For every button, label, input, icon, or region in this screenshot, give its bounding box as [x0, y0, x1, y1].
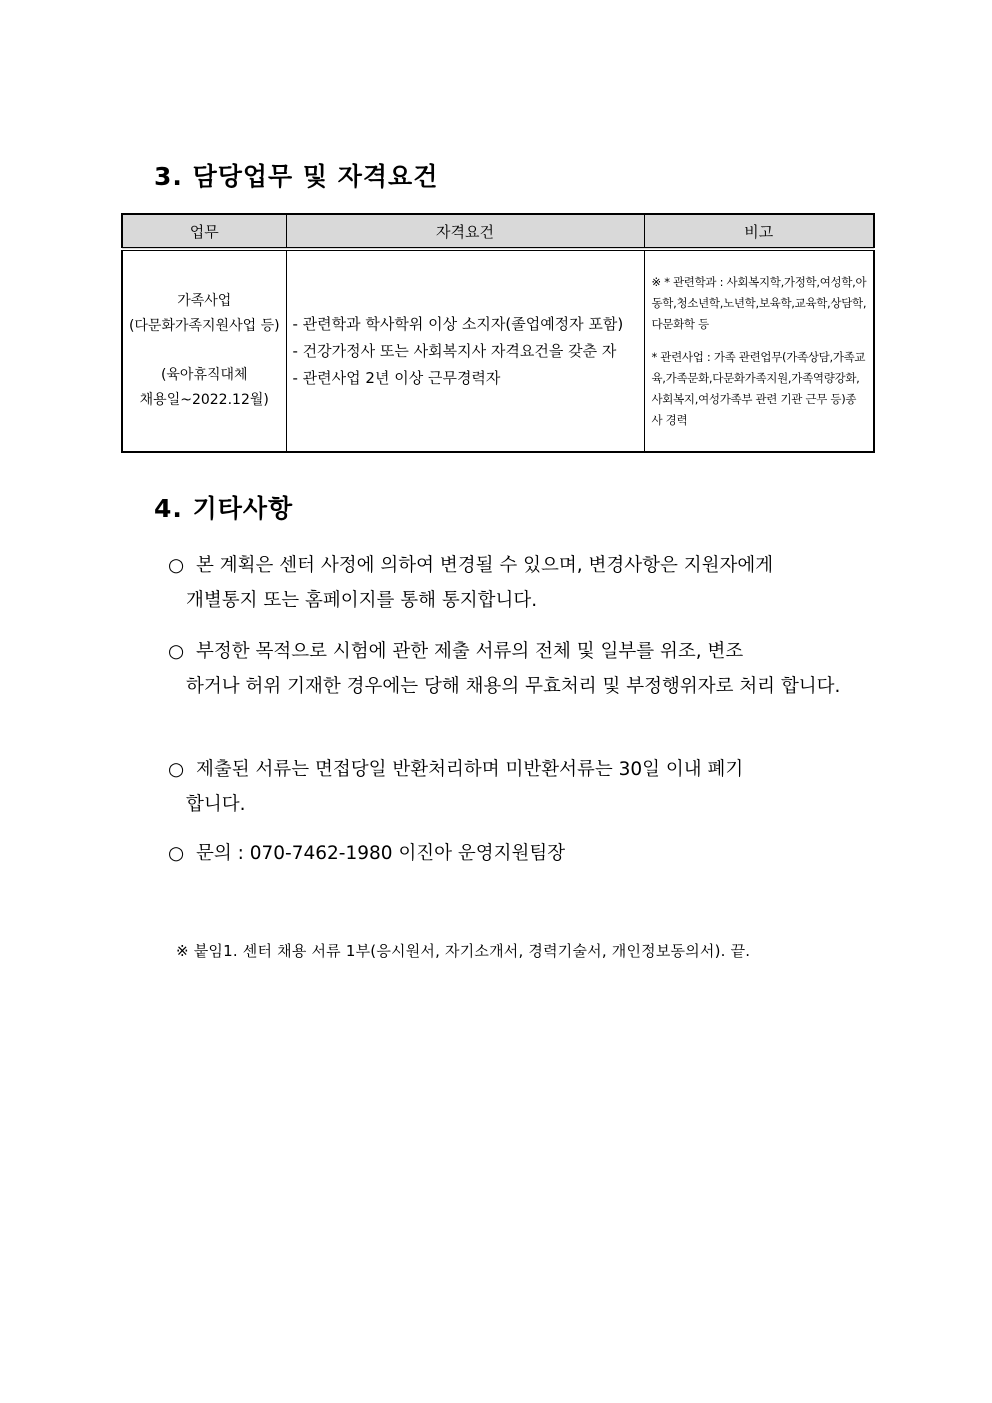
note-cell: [644, 249, 874, 452]
list-item-text: 합니다.: [186, 794, 246, 815]
table-header-row: [122, 214, 874, 249]
list-item: [168, 634, 850, 704]
duty-line: 채용일~2022.12월): [139, 392, 269, 408]
circle-bullet-icon: ○: [168, 843, 185, 864]
circle-bullet-icon: ○: [168, 641, 185, 662]
note-related-work: * 관련사업 : 가족 관련업무(가족상담,가족교육,가족문화,다문화가족지원,가족역량강화,사회복지,여성가족부 관련 기관 근무 등)종사 경력: [651, 349, 866, 427]
list-item: [168, 548, 850, 618]
duty-line: (다문화가족지원사업 등): [128, 318, 280, 334]
table-row: [122, 249, 874, 452]
header-note: 비고: [644, 214, 874, 249]
qualification-item: - 건강가정사 또는 사회복지사 자격요건을 갖춘 자: [292, 341, 617, 360]
section-4-title: 4. 기타사항: [154, 494, 294, 523]
duty-cell: [122, 249, 286, 452]
qualification-item: - 관련학과 학사학위 이상 소지자(졸업예정자 포함): [292, 314, 624, 333]
note-related-major: ※ * 관련학과 : 사회복지학,가정학,여성학,아동학,청소년학,노년학,보육학,교육학,상담학,다문화학 등: [651, 274, 867, 331]
list-item-text: 본 계획은 센터 사정에 의하여 변경될 수 있으며, 변경사항은 지원자에게: [196, 555, 774, 576]
qualification-cell: [286, 249, 644, 452]
list-item-text: 제출된 서류는 면접당일 반환처리하며 미반환서류는 30일 이내 폐기: [196, 759, 744, 780]
circle-bullet-icon: ○: [168, 759, 185, 780]
duty-line: (육아휴직대체: [160, 367, 248, 383]
list-item: [168, 752, 850, 822]
qualification-item: - 관련사업 2년 이상 근무경력자: [292, 368, 501, 387]
list-item-text: 하거나 허위 기재한 경우에는 당해 채용의 무효처리 및 부정행위자로 처리 합니다.: [186, 676, 841, 697]
list-item-text: 개별통지 또는 홈페이지를 통해 통지합니다.: [186, 590, 538, 611]
duty-line: 가족사업: [177, 293, 232, 309]
list-item: [168, 836, 850, 871]
section-3-title: 3. 담당업무 및 자격요건: [154, 162, 439, 191]
header-duty: 업무: [122, 214, 286, 249]
attachment-note: ※ 붙임1. 센터 채용 서류 1부(응시원서, 자기소개서, 경력기술서, 개인정보동의서). 끝.: [176, 942, 751, 960]
list-item-text: 부정한 목적으로 시험에 관한 제출 서류의 전체 및 일부를 위조, 변조: [196, 641, 744, 662]
header-qualification: 자격요건: [286, 214, 644, 249]
contact-text: 문의 : 070-7462-1980 이진아 운영지원팀장: [196, 843, 566, 864]
circle-bullet-icon: ○: [168, 555, 185, 576]
duty-qualification-table: [121, 213, 875, 453]
